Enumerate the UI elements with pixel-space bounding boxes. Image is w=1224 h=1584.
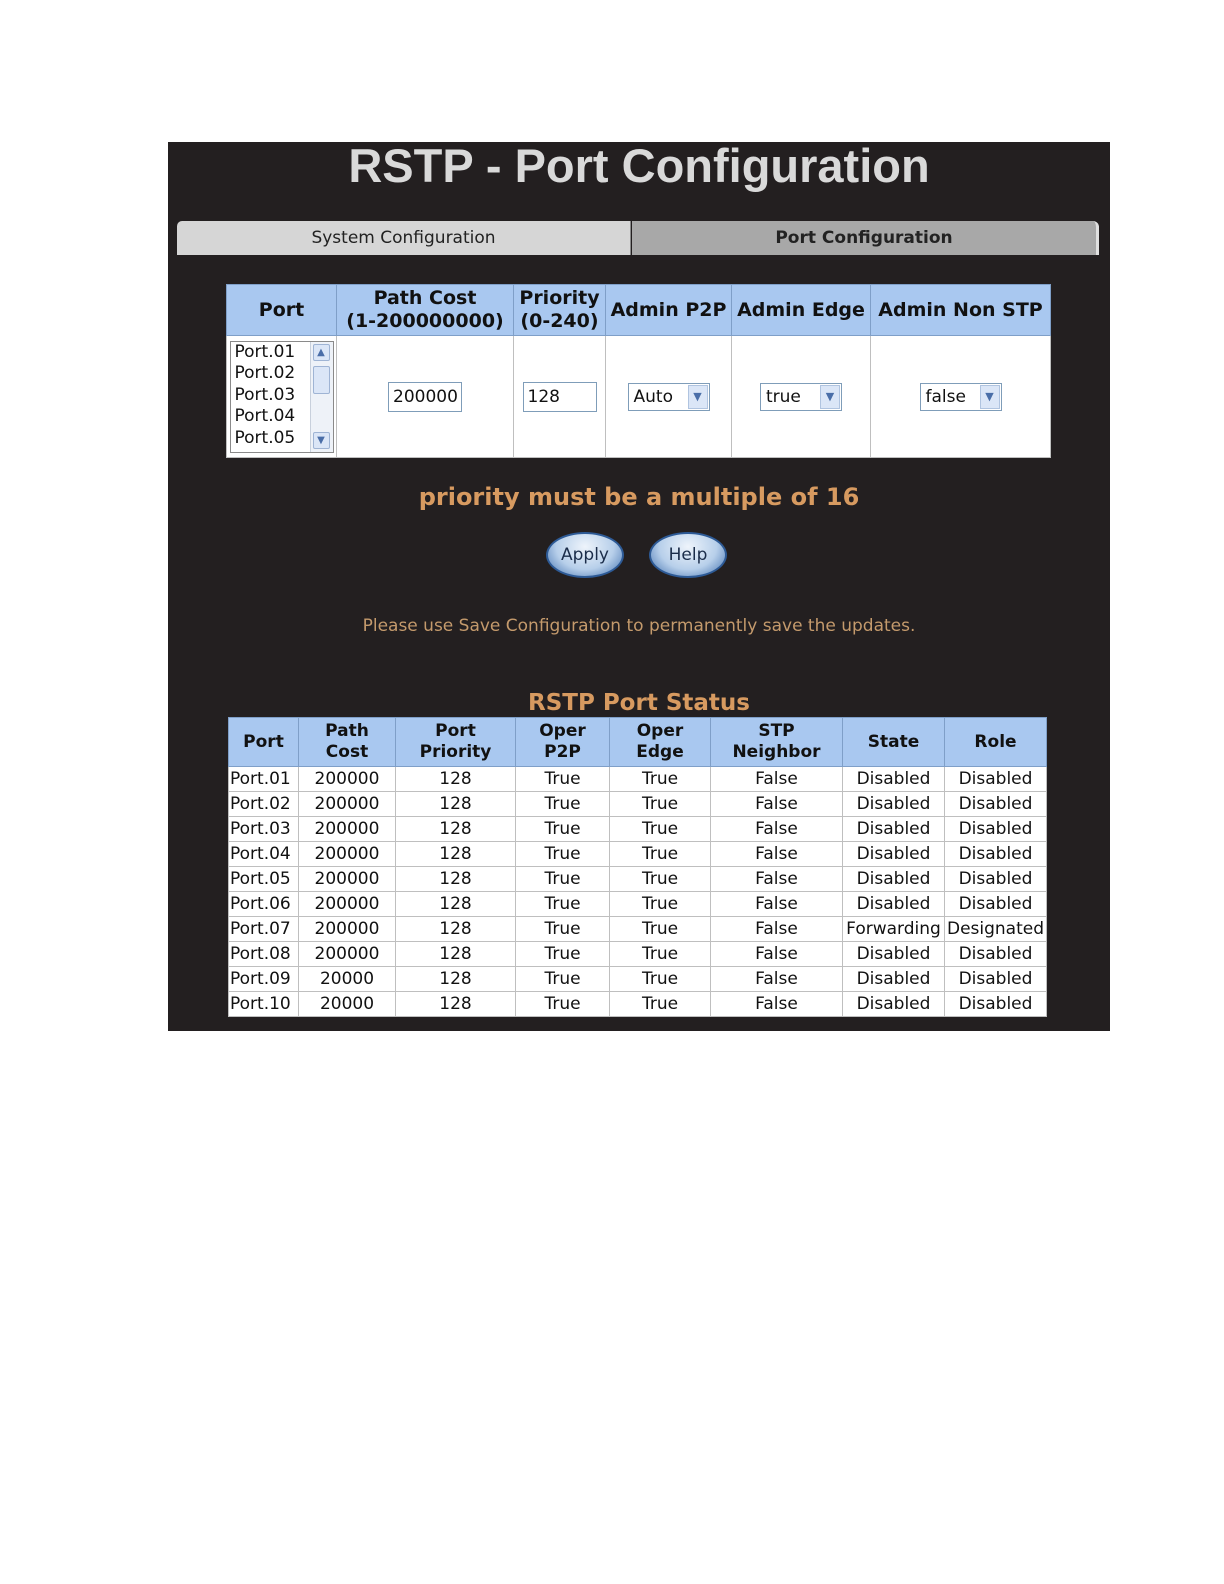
status-cell-port-priority: 128 — [396, 842, 516, 867]
port-select-cell — [227, 336, 337, 458]
tab-port-configuration[interactable]: Port Configuration — [632, 221, 1099, 255]
config-header-row — [227, 285, 1051, 336]
table-row — [229, 917, 1047, 942]
port-option[interactable]: Port.01 — [234, 341, 296, 362]
admin-non-stp-select[interactable] — [920, 383, 1002, 411]
priority-label: Priority — [519, 287, 600, 309]
status-cell-oper-edge: True — [610, 917, 711, 942]
admin-p2p-cell — [606, 336, 732, 458]
port-option[interactable]: Port.02 — [234, 363, 296, 383]
status-col-header-text: Oper — [539, 721, 586, 741]
status-cell-path-cost: 200000 — [299, 867, 396, 892]
status-col-header-text: Port — [435, 721, 476, 741]
status-cell-path-cost: 200000 — [299, 817, 396, 842]
status-col-header-text: Path — [325, 721, 369, 741]
table-row — [229, 992, 1047, 1017]
status-cell-oper-p2p: True — [516, 867, 610, 892]
admin-non-stp-value: false — [925, 386, 966, 407]
status-cell-oper-p2p: True — [516, 817, 610, 842]
port-option[interactable]: Port.05 — [234, 427, 296, 448]
status-cell-port: Port.06 — [229, 892, 299, 917]
status-cell-port-priority: 128 — [396, 917, 516, 942]
status-col-header-text: Neighbor — [732, 742, 821, 762]
status-cell-role: Designated — [945, 917, 1047, 942]
status-col-header-port — [229, 718, 299, 767]
status-cell-state: Disabled — [843, 792, 945, 817]
page-title: RSTP - Port Configuration — [348, 139, 930, 192]
table-row — [229, 767, 1047, 792]
status-cell-role: Disabled — [945, 842, 1047, 867]
status-cell-oper-edge: True — [610, 817, 711, 842]
status-cell-path-cost: 200000 — [299, 842, 396, 867]
table-row — [229, 867, 1047, 892]
col-header-admin-edge: Admin Edge — [732, 285, 871, 336]
status-cell-oper-edge: True — [610, 792, 711, 817]
status-cell-state: Forwarding — [843, 917, 945, 942]
status-cell-oper-p2p: True — [516, 842, 610, 867]
tab-system-configuration[interactable]: System Configuration — [177, 221, 631, 255]
status-cell-path-cost: 200000 — [299, 792, 396, 817]
status-cell-port: Port.07 — [229, 917, 299, 942]
status-col-header-path-cost — [299, 718, 396, 767]
status-body — [229, 767, 1047, 1017]
status-cell-stp-neighbor: False — [711, 792, 843, 817]
status-cell-role: Disabled — [945, 892, 1047, 917]
status-col-header-role — [945, 718, 1047, 767]
status-cell-state: Disabled — [843, 817, 945, 842]
status-title: RSTP Port Status — [528, 690, 750, 716]
status-cell-role: Disabled — [945, 867, 1047, 892]
status-col-header-state — [843, 718, 945, 767]
admin-edge-cell — [732, 336, 871, 458]
status-cell-state: Disabled — [843, 992, 945, 1017]
status-col-header-text: Port — [243, 731, 284, 752]
chevron-down-icon[interactable]: ▼ — [313, 432, 330, 449]
status-cell-oper-edge: True — [610, 942, 711, 967]
path-cost-cell — [337, 336, 514, 458]
col-header-path-cost — [337, 285, 514, 336]
status-col-header-text: Edge — [636, 742, 684, 762]
status-cell-port-priority: 128 — [396, 942, 516, 967]
priority-input[interactable] — [523, 382, 597, 412]
config-input-row — [227, 336, 1051, 458]
status-cell-state: Disabled — [843, 967, 945, 992]
col-header-port: Port — [227, 285, 337, 336]
status-cell-state: Disabled — [843, 867, 945, 892]
status-cell-port-priority: 128 — [396, 967, 516, 992]
status-cell-port: Port.02 — [229, 792, 299, 817]
table-row — [229, 892, 1047, 917]
status-col-header-text: Oper — [636, 721, 684, 741]
status-cell-stp-neighbor: False — [711, 892, 843, 917]
status-cell-port-priority: 128 — [396, 817, 516, 842]
status-col-header-text: Priority — [419, 742, 492, 762]
status-col-header-port-priority — [396, 718, 516, 767]
col-header-admin-non-stp: Admin Non STP — [871, 285, 1051, 336]
status-cell-oper-p2p: True — [516, 967, 610, 992]
table-row — [229, 792, 1047, 817]
status-cell-oper-p2p: True — [516, 892, 610, 917]
port-option[interactable]: Port.04 — [234, 406, 296, 426]
status-cell-port-priority: 128 — [396, 767, 516, 792]
scrollbar-thumb[interactable] — [313, 366, 330, 394]
priority-range: (0-240) — [520, 310, 599, 332]
status-cell-stp-neighbor: False — [711, 867, 843, 892]
port-list-box[interactable] — [230, 341, 334, 453]
status-cell-stp-neighbor: False — [711, 917, 843, 942]
status-cell-oper-edge: True — [610, 842, 711, 867]
admin-edge-value: true — [766, 386, 801, 407]
status-cell-path-cost: 20000 — [299, 992, 396, 1017]
status-cell-oper-p2p: True — [516, 992, 610, 1017]
status-cell-path-cost: 200000 — [299, 767, 396, 792]
col-header-admin-p2p: Admin P2P — [606, 285, 732, 336]
status-col-header-stp-neighbor — [711, 718, 843, 767]
status-cell-role: Disabled — [945, 792, 1047, 817]
help-button[interactable]: Help — [649, 532, 727, 578]
admin-non-stp-cell — [871, 336, 1051, 458]
status-cell-stp-neighbor: False — [711, 842, 843, 867]
status-cell-oper-p2p: True — [516, 767, 610, 792]
port-status-table — [228, 717, 1047, 1017]
status-header-row — [229, 718, 1047, 767]
status-cell-port: Port.03 — [229, 817, 299, 842]
path-cost-input[interactable] — [388, 382, 462, 412]
table-row — [229, 942, 1047, 967]
status-cell-port: Port.04 — [229, 842, 299, 867]
status-cell-stp-neighbor: False — [711, 942, 843, 967]
port-config-table — [226, 284, 1051, 458]
col-header-priority — [514, 285, 606, 336]
status-col-header-text: Role — [974, 731, 1017, 752]
status-cell-port-priority: 128 — [396, 792, 516, 817]
status-cell-state: Disabled — [843, 767, 945, 792]
priority-cell — [514, 336, 606, 458]
path-cost-range: (1-200000000) — [346, 310, 504, 332]
admin-p2p-select[interactable] — [628, 383, 710, 411]
status-col-header-oper-edge — [610, 718, 711, 767]
status-cell-port: Port.09 — [229, 967, 299, 992]
status-cell-oper-edge: True — [610, 892, 711, 917]
status-cell-stp-neighbor: False — [711, 817, 843, 842]
status-cell-state: Disabled — [843, 842, 945, 867]
admin-p2p-value: Auto — [633, 386, 673, 407]
status-cell-path-cost: 200000 — [299, 917, 396, 942]
chevron-down-icon[interactable]: ▼ — [980, 385, 1000, 409]
chevron-up-icon[interactable]: ▲ — [313, 344, 330, 361]
status-cell-port-priority: 128 — [396, 867, 516, 892]
table-row — [229, 817, 1047, 842]
status-cell-path-cost: 200000 — [299, 942, 396, 967]
status-cell-stp-neighbor: False — [711, 967, 843, 992]
status-cell-role: Disabled — [945, 817, 1047, 842]
status-cell-oper-edge: True — [610, 967, 711, 992]
status-col-header-text: State — [867, 731, 920, 752]
status-cell-role: Disabled — [945, 967, 1047, 992]
chevron-down-icon[interactable]: ▼ — [688, 385, 708, 409]
priority-note: priority must be a multiple of 16 — [418, 483, 860, 511]
status-cell-port: Port.01 — [229, 767, 299, 792]
status-cell-oper-edge: True — [610, 767, 711, 792]
status-col-header-text: Cost — [325, 742, 369, 762]
status-cell-path-cost: 20000 — [299, 967, 396, 992]
status-cell-stp-neighbor: False — [711, 992, 843, 1017]
rstp-panel — [168, 139, 1110, 1031]
status-col-header-text: STP — [758, 721, 795, 741]
status-cell-port-priority: 128 — [396, 892, 516, 917]
status-cell-oper-p2p: True — [516, 942, 610, 967]
status-cell-state: Disabled — [843, 892, 945, 917]
status-col-header-text: P2P — [544, 742, 581, 762]
chevron-down-icon[interactable]: ▼ — [820, 385, 840, 409]
status-cell-oper-edge: True — [610, 867, 711, 892]
status-cell-path-cost: 200000 — [299, 892, 396, 917]
status-cell-port-priority: 128 — [396, 992, 516, 1017]
status-col-header-oper-p2p — [516, 718, 610, 767]
table-row — [229, 967, 1047, 992]
path-cost-label: Path Cost — [373, 287, 477, 309]
status-cell-oper-p2p: True — [516, 917, 610, 942]
status-cell-oper-edge: True — [610, 992, 711, 1017]
table-row — [229, 842, 1047, 867]
status-cell-port: Port.10 — [229, 992, 299, 1017]
status-cell-oper-p2p: True — [516, 792, 610, 817]
admin-edge-select[interactable] — [760, 383, 842, 411]
apply-button[interactable]: Apply — [546, 532, 624, 578]
port-list-scrollbar[interactable] — [310, 342, 333, 452]
status-cell-port: Port.05 — [229, 867, 299, 892]
status-cell-stp-neighbor: False — [711, 767, 843, 792]
save-note: Please use Save Configuration to permanently save the updates. — [362, 616, 916, 636]
status-cell-role: Disabled — [945, 992, 1047, 1017]
status-cell-role: Disabled — [945, 767, 1047, 792]
status-cell-port: Port.08 — [229, 942, 299, 967]
status-cell-state: Disabled — [843, 942, 945, 967]
port-option[interactable]: Port.03 — [234, 384, 296, 405]
status-cell-role: Disabled — [945, 942, 1047, 967]
